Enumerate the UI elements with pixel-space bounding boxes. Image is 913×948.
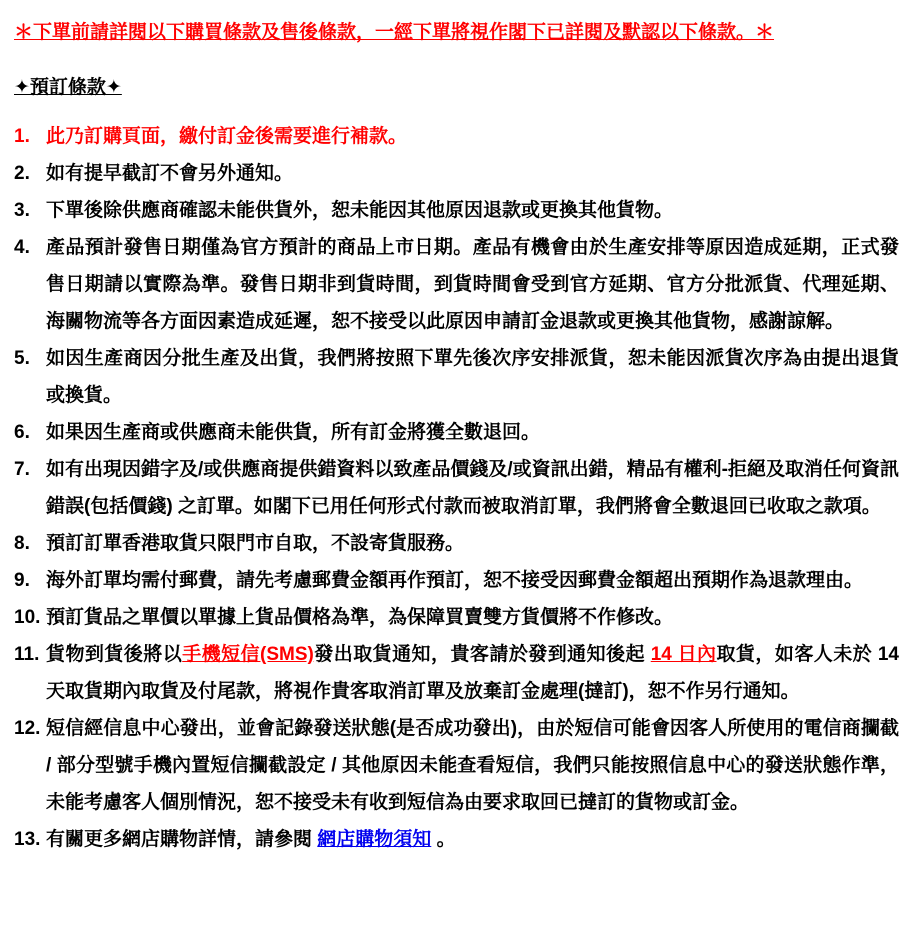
term-text bbox=[46, 636, 899, 710]
term-segment: 下單後除供應商確認未能供貨外，恕未能因其他原因退款或更換其他貨物。 bbox=[46, 200, 674, 221]
purchase-terms-notice: ＊下單前請詳閱以下購買條款及售後條款，一經下單將視作閣下已詳閱及默認以下條款。＊ bbox=[14, 22, 775, 43]
term-segment: 如果因生產商或供應商未能供貨，所有訂金將獲全數退回。 bbox=[46, 422, 541, 443]
term-number: 10. bbox=[14, 607, 41, 628]
term-segment: 貨物到貨後將以 bbox=[46, 644, 183, 665]
term-number: 2. bbox=[14, 163, 30, 184]
term-text bbox=[46, 118, 899, 155]
term-number: 13. bbox=[14, 829, 41, 850]
term-segment: 取貨，如客人未於 14 天取貨期內取貨及付尾款，將視作貴客取消訂單及放棄訂金處理(撻訂)，恕不作另行通知。 bbox=[46, 644, 899, 702]
term-item-6 bbox=[14, 414, 899, 451]
term-item-7 bbox=[14, 451, 899, 525]
term-item-5 bbox=[14, 340, 899, 414]
term-item-2 bbox=[14, 155, 899, 192]
term-segment: 發出取貨通知，貴客請於發到通知後起 bbox=[313, 644, 651, 665]
term-item-4 bbox=[14, 229, 899, 340]
term-item-8 bbox=[14, 525, 899, 562]
term-item-12 bbox=[14, 710, 899, 821]
term-item-10 bbox=[14, 599, 899, 636]
term-segment: 預訂貨品之單價以單據上貨品價格為準，為保障買賣雙方貨價將不作修改。 bbox=[46, 607, 674, 628]
term-segment: 產品預計發售日期僅為官方預計的商品上市日期。產品有機會由於生產安排等原因造成延期，正式發售日期請以實際為準。發售日期非到貨時間，到貨時間會受到官方延期、官方分批派貨、代理延期、海關物流等各方面因素造成延遲，恕不接受以此原因申請訂金退款或更換其他貨物，感謝諒解。 bbox=[46, 237, 899, 332]
term-number: 3. bbox=[14, 200, 30, 221]
term-number: 6. bbox=[14, 422, 30, 443]
term-segment: 手機短信(SMS) bbox=[182, 644, 314, 665]
term-text bbox=[46, 340, 899, 414]
term-segment: 有關更多網店購物詳情，請參閱 bbox=[46, 829, 318, 850]
term-item-11 bbox=[14, 636, 899, 710]
term-segment: 預訂訂單香港取貨只限門市自取，不設寄貨服務。 bbox=[46, 533, 465, 554]
term-number: 9. bbox=[14, 570, 30, 591]
term-text bbox=[46, 599, 899, 636]
term-text bbox=[46, 155, 899, 192]
term-number: 7. bbox=[14, 459, 30, 480]
term-number: 11. bbox=[14, 644, 40, 665]
term-text bbox=[46, 562, 899, 599]
shop-guide-link[interactable]: 網店購物須知 bbox=[317, 829, 432, 850]
term-item-1 bbox=[14, 118, 899, 155]
term-segment: 14 日內 bbox=[650, 644, 717, 665]
term-text bbox=[46, 414, 899, 451]
term-item-9 bbox=[14, 562, 899, 599]
terms-list bbox=[14, 118, 899, 858]
term-segment: 。 bbox=[431, 829, 456, 850]
term-text bbox=[46, 525, 899, 562]
term-text bbox=[46, 192, 899, 229]
term-segment: 如有提早截訂不會另外通知。 bbox=[46, 163, 294, 184]
term-text bbox=[46, 710, 899, 821]
preorder-terms-section-title: ✦預訂條款✦ bbox=[14, 77, 122, 98]
term-number: 4. bbox=[14, 237, 30, 258]
term-number: 12. bbox=[14, 718, 41, 739]
term-item-13 bbox=[14, 821, 899, 858]
term-number: 5. bbox=[14, 348, 30, 369]
term-text bbox=[46, 821, 899, 858]
term-segment: 此乃訂購頁面，繳付訂金後需要進行補款。 bbox=[46, 126, 408, 147]
term-text bbox=[46, 229, 899, 340]
term-item-3 bbox=[14, 192, 899, 229]
term-segment: 短信經信息中心發出，並會記錄發送狀態(是否成功發出)，由於短信可能會因客人所使用的電信商攔截 / 部分型號手機內置短信攔截設定 / 其他原因未能查看短信，我們只能按照信息中心的發送狀態作準，未能考慮客人個別情況，恕不接受未有收到短信為由要求取回已撻訂的貨物或訂金。 bbox=[46, 718, 899, 813]
term-segment: 如因生產商因分批生產及出貨，我們將按照下單先後次序安排派貨，恕未能因派貨次序為由提出退貨或換貨。 bbox=[46, 348, 899, 406]
term-segment: 海外訂單均需付郵費，請先考慮郵費金額再作預訂，恕不接受因郵費金額超出預期作為退款理由。 bbox=[46, 570, 864, 591]
term-text bbox=[46, 451, 899, 525]
term-number: 8. bbox=[14, 533, 30, 554]
term-number: 1. bbox=[14, 126, 30, 147]
term-segment: 如有出現因錯字及/或供應商提供錯資料以致產品價錢及/或資訊出錯，精品有權利-拒絕及取消任何資訊錯誤(包括價錢) 之訂單。如閣下已用任何形式付款而被取消訂單，我們將會全數退回已收取之款項。 bbox=[46, 459, 899, 517]
